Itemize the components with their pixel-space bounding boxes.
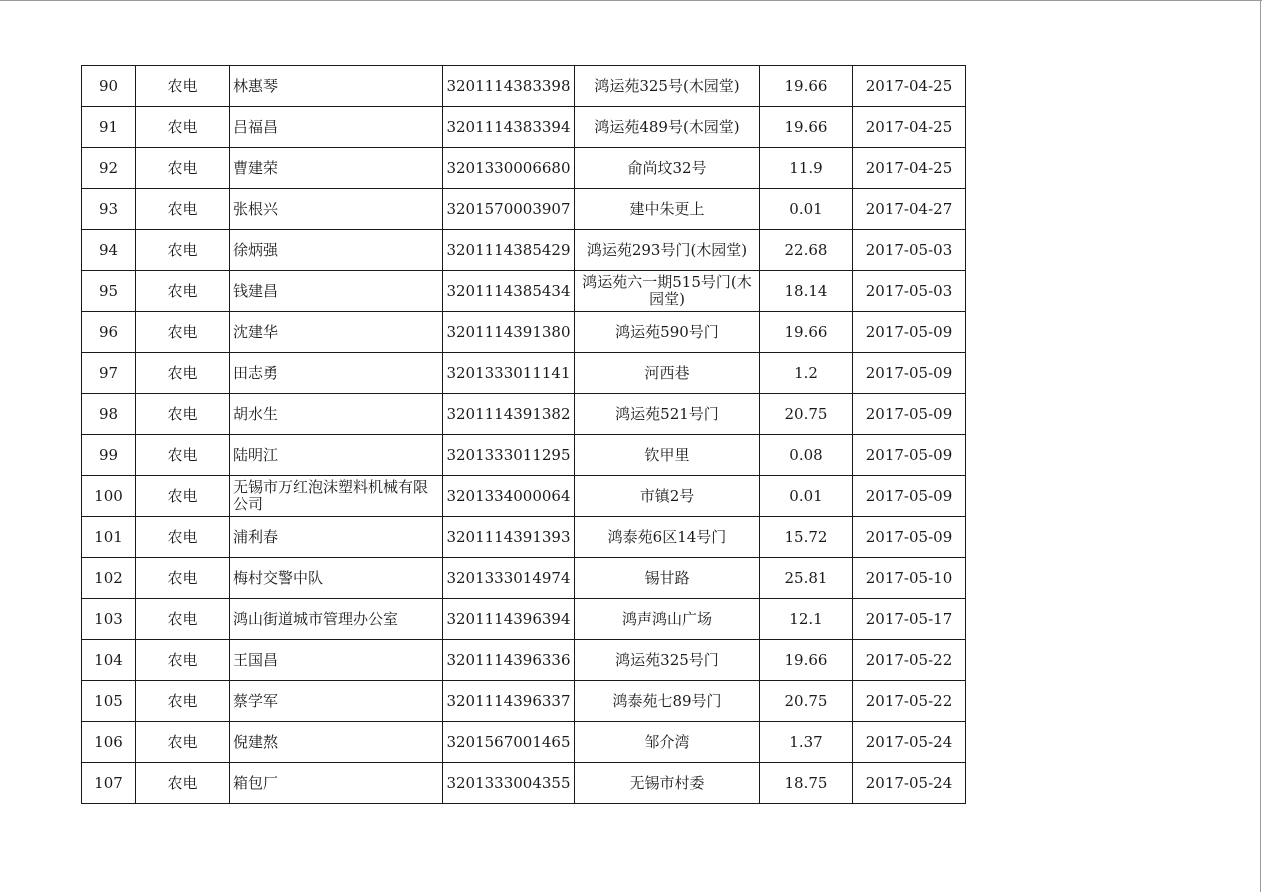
cell-date: 2017-05-22: [853, 681, 966, 722]
cell-name: 曹建荣: [230, 148, 443, 189]
cell-date: 2017-05-24: [853, 722, 966, 763]
cell-seq: 96: [82, 312, 136, 353]
cell-amount: 19.66: [760, 312, 853, 353]
cell-date: 2017-05-09: [853, 517, 966, 558]
cell-seq: 93: [82, 189, 136, 230]
cell-name: 张根兴: [230, 189, 443, 230]
cell-amount: 19.66: [760, 66, 853, 107]
cell-name: 沈建华: [230, 312, 443, 353]
cell-type: 农电: [136, 640, 230, 681]
cell-account: 3201114391380: [443, 312, 575, 353]
table-row: [82, 394, 966, 435]
cell-date: 2017-04-25: [853, 66, 966, 107]
cell-name: 蔡学军: [230, 681, 443, 722]
table-row: [82, 66, 966, 107]
cell-seq: 102: [82, 558, 136, 599]
cell-date: 2017-04-25: [853, 148, 966, 189]
cell-seq: 92: [82, 148, 136, 189]
cell-name: 徐炳强: [230, 230, 443, 271]
cell-type: 农电: [136, 189, 230, 230]
cell-account: 3201114383394: [443, 107, 575, 148]
cell-address: 邹介湾: [575, 722, 760, 763]
cell-address: 俞尚坟32号: [575, 148, 760, 189]
cell-amount: 18.75: [760, 763, 853, 804]
cell-name: 无锡市万红泡沫塑料机械有限公司: [230, 476, 443, 517]
cell-seq: 106: [82, 722, 136, 763]
cell-name: 陆明江: [230, 435, 443, 476]
cell-seq: 94: [82, 230, 136, 271]
cell-account: 3201114391393: [443, 517, 575, 558]
table-row: [82, 558, 966, 599]
cell-type: 农电: [136, 271, 230, 312]
cell-account: 3201114385429: [443, 230, 575, 271]
table-row: [82, 517, 966, 558]
cell-name: 箱包厂: [230, 763, 443, 804]
table-row: [82, 271, 966, 312]
table-row: [82, 681, 966, 722]
cell-account: 3201333011141: [443, 353, 575, 394]
cell-address: 鸿运苑六一期515号门(木园堂): [575, 271, 760, 312]
cell-date: 2017-05-10: [853, 558, 966, 599]
cell-type: 农电: [136, 476, 230, 517]
cell-account: 3201114383398: [443, 66, 575, 107]
cell-type: 农电: [136, 558, 230, 599]
table-row: [82, 599, 966, 640]
cell-name: 倪建熬: [230, 722, 443, 763]
cell-address: 鸿运苑325号门: [575, 640, 760, 681]
cell-name: 王国昌: [230, 640, 443, 681]
cell-amount: 25.81: [760, 558, 853, 599]
cell-type: 农电: [136, 394, 230, 435]
cell-account: 3201114385434: [443, 271, 575, 312]
cell-amount: 20.75: [760, 681, 853, 722]
cell-date: 2017-05-09: [853, 435, 966, 476]
cell-address: 鸿运苑293号门(木园堂): [575, 230, 760, 271]
table-row: [82, 435, 966, 476]
cell-account: 3201334000064: [443, 476, 575, 517]
records-table: [81, 65, 966, 804]
table-row: [82, 107, 966, 148]
cell-seq: 97: [82, 353, 136, 394]
page-edge-right: [1260, 0, 1261, 892]
cell-date: 2017-05-22: [853, 640, 966, 681]
cell-date: 2017-05-17: [853, 599, 966, 640]
cell-address: 钦甲里: [575, 435, 760, 476]
cell-name: 梅村交警中队: [230, 558, 443, 599]
cell-type: 农电: [136, 517, 230, 558]
cell-type: 农电: [136, 66, 230, 107]
cell-seq: 104: [82, 640, 136, 681]
cell-name: 钱建昌: [230, 271, 443, 312]
cell-type: 农电: [136, 599, 230, 640]
cell-amount: 19.66: [760, 640, 853, 681]
cell-seq: 101: [82, 517, 136, 558]
cell-seq: 95: [82, 271, 136, 312]
cell-address: 河西巷: [575, 353, 760, 394]
cell-amount: 12.1: [760, 599, 853, 640]
cell-date: 2017-05-09: [853, 312, 966, 353]
cell-address: 建中朱更上: [575, 189, 760, 230]
table-row: [82, 230, 966, 271]
cell-amount: 19.66: [760, 107, 853, 148]
cell-address: 无锡市村委: [575, 763, 760, 804]
cell-name: 田志勇: [230, 353, 443, 394]
cell-seq: 98: [82, 394, 136, 435]
records-table-body: [82, 66, 966, 804]
cell-seq: 103: [82, 599, 136, 640]
cell-address: 鸿泰苑6区14号门: [575, 517, 760, 558]
cell-address: 鸿运苑521号门: [575, 394, 760, 435]
cell-address: 鸿运苑590号门: [575, 312, 760, 353]
cell-date: 2017-05-24: [853, 763, 966, 804]
table-row: [82, 189, 966, 230]
cell-address: 鸿运苑489号(木园堂): [575, 107, 760, 148]
table-row: [82, 763, 966, 804]
cell-seq: 105: [82, 681, 136, 722]
cell-type: 农电: [136, 435, 230, 476]
cell-amount: 1.2: [760, 353, 853, 394]
cell-type: 农电: [136, 681, 230, 722]
cell-account: 3201114391382: [443, 394, 575, 435]
cell-date: 2017-04-27: [853, 189, 966, 230]
cell-seq: 100: [82, 476, 136, 517]
cell-account: 3201114396336: [443, 640, 575, 681]
cell-amount: 0.01: [760, 476, 853, 517]
cell-account: 3201333014974: [443, 558, 575, 599]
cell-type: 农电: [136, 148, 230, 189]
cell-type: 农电: [136, 312, 230, 353]
cell-amount: 20.75: [760, 394, 853, 435]
cell-name: 林惠琴: [230, 66, 443, 107]
cell-date: 2017-05-03: [853, 230, 966, 271]
table-row: [82, 640, 966, 681]
page-edge-top: [0, 0, 1262, 1]
table-row: [82, 148, 966, 189]
cell-account: 3201333004355: [443, 763, 575, 804]
cell-type: 农电: [136, 107, 230, 148]
cell-address: 鸿声鸿山广场: [575, 599, 760, 640]
cell-seq: 107: [82, 763, 136, 804]
cell-account: 3201570003907: [443, 189, 575, 230]
cell-amount: 0.01: [760, 189, 853, 230]
cell-name: 鸿山街道城市管理办公室: [230, 599, 443, 640]
cell-address: 市镇2号: [575, 476, 760, 517]
cell-date: 2017-05-09: [853, 353, 966, 394]
cell-amount: 1.37: [760, 722, 853, 763]
table-row: [82, 312, 966, 353]
cell-account: 3201114396394: [443, 599, 575, 640]
cell-amount: 0.08: [760, 435, 853, 476]
cell-type: 农电: [136, 230, 230, 271]
cell-address: 鸿泰苑七89号门: [575, 681, 760, 722]
cell-seq: 99: [82, 435, 136, 476]
cell-account: 3201114396337: [443, 681, 575, 722]
cell-account: 3201333011295: [443, 435, 575, 476]
cell-address: 鸿运苑325号(木园堂): [575, 66, 760, 107]
cell-name: 吕福昌: [230, 107, 443, 148]
cell-amount: 11.9: [760, 148, 853, 189]
cell-type: 农电: [136, 722, 230, 763]
cell-name: 浦利春: [230, 517, 443, 558]
cell-seq: 91: [82, 107, 136, 148]
cell-date: 2017-05-09: [853, 394, 966, 435]
cell-type: 农电: [136, 353, 230, 394]
cell-type: 农电: [136, 763, 230, 804]
cell-account: 3201330006680: [443, 148, 575, 189]
cell-date: 2017-05-03: [853, 271, 966, 312]
table-row: [82, 722, 966, 763]
cell-amount: 15.72: [760, 517, 853, 558]
cell-amount: 22.68: [760, 230, 853, 271]
cell-account: 3201567001465: [443, 722, 575, 763]
table-row: [82, 476, 966, 517]
cell-amount: 18.14: [760, 271, 853, 312]
cell-address: 锡甘路: [575, 558, 760, 599]
cell-name: 胡水生: [230, 394, 443, 435]
table-row: [82, 353, 966, 394]
cell-date: 2017-04-25: [853, 107, 966, 148]
cell-date: 2017-05-09: [853, 476, 966, 517]
cell-seq: 90: [82, 66, 136, 107]
